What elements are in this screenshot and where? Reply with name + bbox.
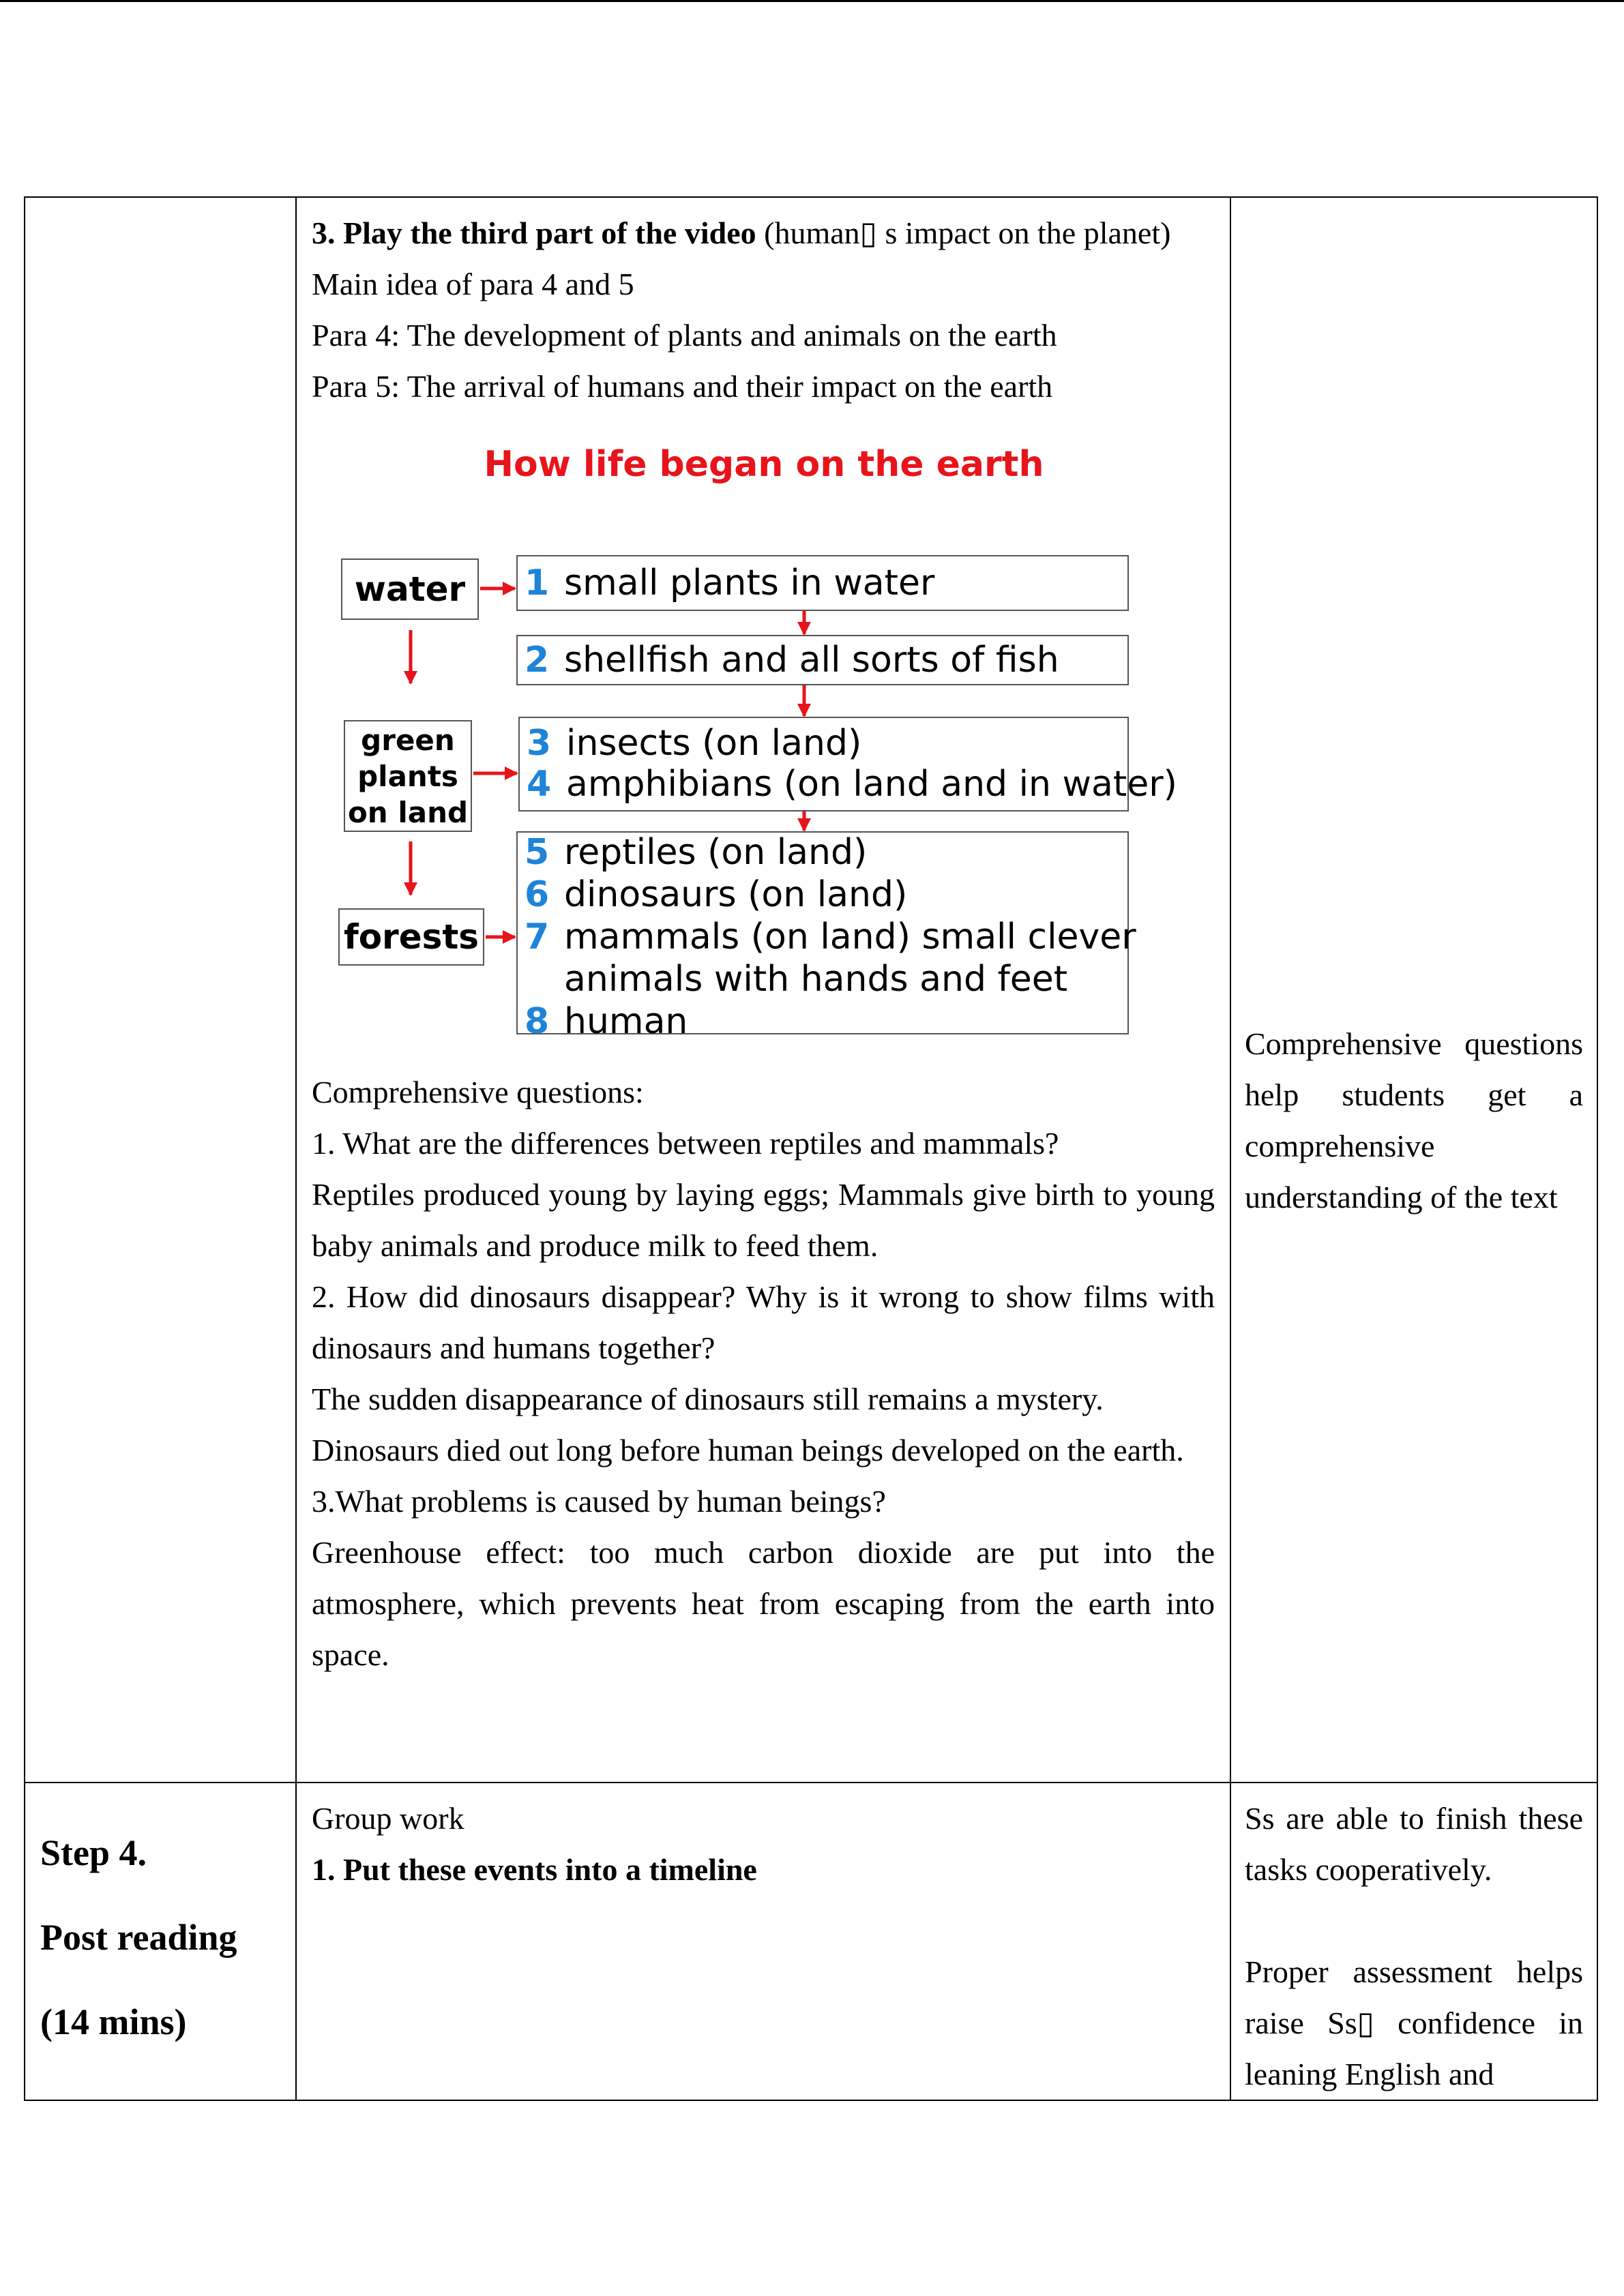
questions-heading: Comprehensive questions: bbox=[312, 1075, 644, 1109]
procedure-cell bbox=[296, 1783, 1230, 2100]
question-1: 1. What are the differences between reptiles and mammals? bbox=[312, 1126, 1059, 1161]
page-top-rule bbox=[0, 0, 1624, 2]
answer-3: Greenhouse effect: too much carbon dioxide are put into the atmosphere, which prevents heat from escaping from the earth into space. bbox=[312, 1535, 1215, 1672]
main-idea-line: Main idea of para 4 and 5 bbox=[312, 267, 634, 301]
procedure-cell bbox=[296, 197, 1230, 1783]
stage-box-3-4: 3 insects (on land) 4 amphibians (on land and in water) bbox=[518, 717, 1129, 811]
diagram-title: How life began on the earth bbox=[484, 444, 1044, 485]
forests-box: forests bbox=[338, 908, 484, 966]
purpose-cell bbox=[1230, 1783, 1597, 2100]
step-duration: (14 mins) bbox=[40, 2001, 187, 2042]
activity-label: Group work bbox=[312, 1801, 464, 1836]
para5-line: Para 5: The arrival of humans and their impact on the earth bbox=[312, 369, 1053, 404]
answer-2b: Dinosaurs died out long before human beings developed on the earth. bbox=[312, 1433, 1184, 1467]
purpose-text-a: Ss are able to finish these tasks cooperatively. bbox=[1245, 1801, 1583, 1887]
life-timeline-diagram bbox=[312, 412, 1216, 1067]
diagram-arrows bbox=[312, 412, 1216, 1067]
video-heading: 3. Play the third part of the video (human▯ s impact on the planet) bbox=[312, 215, 1171, 250]
step-number: Step 4. bbox=[40, 1832, 147, 1873]
lesson-plan-table bbox=[24, 196, 1598, 2101]
step-title: Post reading bbox=[40, 1917, 237, 1958]
answer-2a: The sudden disappearance of dinosaurs still remains a mystery. bbox=[312, 1382, 1104, 1416]
question-2: 2. How did dinosaurs disappear? Why is it wrong to show films with dinosaurs and humans together? bbox=[312, 1279, 1215, 1365]
step-cell bbox=[25, 1783, 296, 2100]
stage-box-2: 2 shellfish and all sorts of fish bbox=[516, 635, 1129, 685]
stage-box-1: 1 small plants in water bbox=[516, 555, 1129, 611]
table-row bbox=[25, 197, 1597, 1783]
task-heading: 1. Put these events into a timeline bbox=[312, 1852, 757, 1887]
purpose-text-b: Proper assessment helps raise Ss▯ confidence in leaning English and bbox=[1245, 1954, 1583, 2091]
para4-line: Para 4: The development of plants and animals on the earth bbox=[312, 318, 1057, 353]
water-box: water bbox=[341, 558, 479, 620]
answer-1: Reptiles produced young by laying eggs; Mammals give birth to young baby animals and produce milk to feed them. bbox=[312, 1177, 1215, 1263]
green-plants-box: green plants on land bbox=[344, 720, 472, 832]
purpose-text: Comprehensive questions help students get a comprehensive understanding of the text bbox=[1245, 1026, 1583, 1214]
purpose-cell bbox=[1230, 197, 1597, 1783]
stage-box-5-8: 5 reptiles (on land) 6 dinosaurs (on land) 7 mammals (on land) small clever animals with hands and feet 8 human bbox=[516, 831, 1129, 1034]
step-cell-empty bbox=[25, 197, 296, 1783]
table-row bbox=[25, 1783, 1597, 2100]
question-3: 3.What problems is caused by human beings? bbox=[312, 1484, 886, 1519]
